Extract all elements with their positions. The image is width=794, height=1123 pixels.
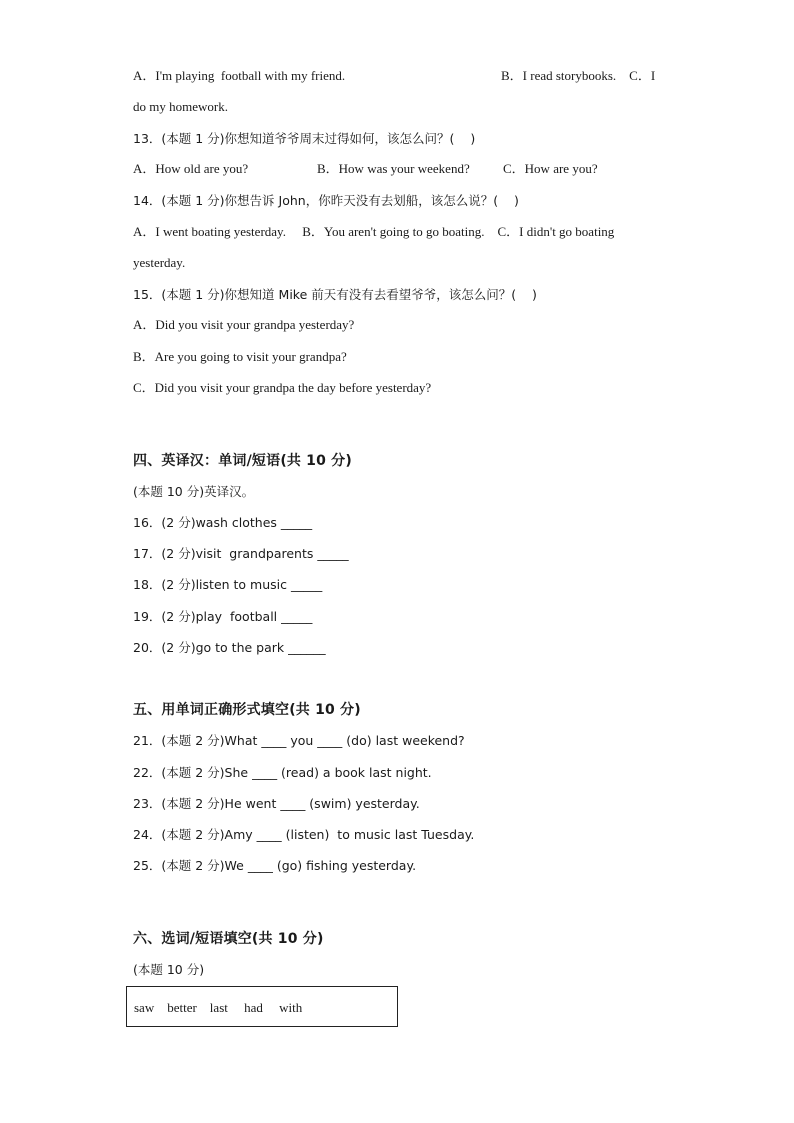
q18-item: 18．(2 分)listen to music _____ (133, 577, 323, 592)
q22-item: 22．(本题 2 分)She ____ (read) a book last night. (133, 765, 432, 780)
q14-stem: 14．(本题 1 分)你想告诉 John，你昨天没有去划船，该怎么说？( ) (133, 193, 519, 208)
word-bank-box (126, 986, 398, 1027)
q14-options: A．I went boating yesterday. B．You aren't going to go boating. C．I didn't go boating (133, 224, 615, 239)
q13-option-c: C．How are you? (503, 161, 598, 176)
section-4-instruction: (本题 10 分)英译汉。 (133, 484, 255, 499)
q15-option-b: B．Are you going to visit your grandpa? (133, 349, 347, 364)
q12-option-b-c: B．I read storybooks. C．I (501, 68, 656, 83)
q25-item: 25．(本题 2 分)We ____ (go) fishing yesterday. (133, 858, 417, 873)
q15-option-a: A．Did you visit your grandpa yesterday? (133, 317, 355, 332)
q13-stem: 13．(本题 1 分)你想知道爷爷周末过得如何，该怎么问？( ) (133, 131, 476, 146)
section-6-heading: 六、选词/短语填空(共 10 分) (133, 931, 324, 947)
q24-item: 24．(本题 2 分)Amy ____ (listen) to music last Tuesday. (133, 827, 475, 842)
q13-option-a: A．How old are you? (133, 161, 249, 176)
q15-stem: 15．(本题 1 分)你想知道 Mike 前天有没有去看望爷爷，该怎么问？( ) (133, 287, 537, 302)
q23-item: 23．(本题 2 分)He went ____ (swim) yesterday. (133, 796, 420, 811)
q21-item: 21．(本题 2 分)What ____ you ____ (do) last weekend? (133, 733, 465, 748)
section-6-instruction: (本题 10 分) (133, 962, 205, 977)
q20-item: 20．(2 分)go to the park ______ (133, 640, 326, 655)
q16-item: 16．(2 分)wash clothes _____ (133, 515, 313, 530)
q12-option-a: A．I'm playing football with my friend. (133, 68, 346, 83)
q14-option-c-continued: yesterday. (133, 255, 186, 270)
q13-option-b: B．How was your weekend? (317, 161, 470, 176)
q19-item: 19．(2 分)play football _____ (133, 609, 313, 624)
section-5-heading: 五、用单词正确形式填空(共 10 分) (133, 702, 361, 718)
word-bank-words: saw better last had with (134, 1000, 303, 1015)
section-4-heading: 四、英译汉：单词/短语(共 10 分) (133, 453, 352, 469)
q17-item: 17．(2 分)visit grandparents _____ (133, 546, 349, 561)
q12-option-c-continued: do my homework. (133, 99, 228, 114)
q15-option-c: C．Did you visit your grandpa the day before yesterday? (133, 380, 432, 395)
